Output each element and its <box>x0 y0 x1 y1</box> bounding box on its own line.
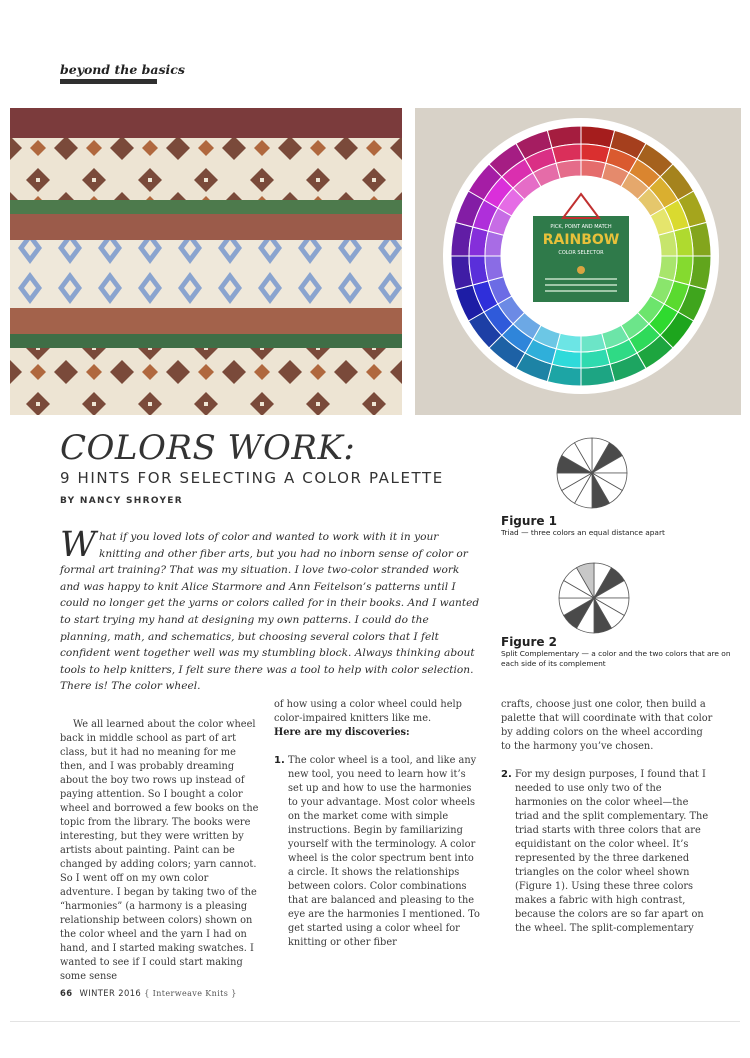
figure-1-caption: Triad — three colors an equal distance apart <box>501 528 665 537</box>
numbered-item-1 <box>274 754 481 950</box>
color-swatch <box>658 231 677 256</box>
byline: BY NANCY SHROYER <box>60 496 183 506</box>
numbered-item-2 <box>501 768 713 936</box>
figure-2-diagram <box>557 561 631 639</box>
figure-2-caption: Split Complementary — a color and the two colors that are on each side of its complement <box>501 649 731 668</box>
drop-cap: W <box>60 525 96 565</box>
body-column-3 <box>501 698 713 936</box>
color-wheel-photo <box>415 108 741 415</box>
page-number: 66 <box>60 988 73 998</box>
knitting-photo <box>10 108 402 415</box>
discoveries-lead: Here are my discoveries: <box>274 727 410 738</box>
wheel-label-top: PICK, POINT AND MATCH <box>550 224 612 230</box>
section-rule <box>60 79 157 84</box>
body-column-1 <box>60 718 263 984</box>
intro-text: hat if you loved lots of color and wanted to work with it in your knitting and other fiber arts, but you had no inborn sense of color or formal art training? That was my situation. I love two-color stranded work and was happy to knit Alice Starmore and Ann Feitelson’s patterns until I could no longer get the yarns or colors called for in their books. And I wanted to start trying my hand at designing my own patterns. I could do the planning, math, and schematics, but choosing several colors that I felt confident went together well was my stumbling block. Always thinking about tools to help knitters, I felt sure there was a tool to help with color selection. There is! The color wheel. <box>60 531 480 693</box>
body-column-2 <box>274 698 481 950</box>
article-subtitle: 9 HINTS FOR SELECTING A COLOR PALETTE <box>60 469 444 487</box>
item-number: 2. <box>501 769 512 780</box>
section-tag: beyond the basics <box>60 62 185 77</box>
intro-paragraph <box>60 525 480 695</box>
body-paragraph: We all learned about the color wheel back in middle school as part of art class, but it had no meaning for me then, and I was probably dreaming about the boy two rows up instead of paying attention. So I bought a color wheel and borrowed a few books on the topic from the library. The books were interesting, but they were written by artists about painting. Paint can be changed by adding colors; yarn cannot. So I went off on my own color adventure. I began by taking two of the “harmonies” (a harmony is a pleasing relationship between colors) shown on the color wheel and the yarn I had on hand, and I started making swatches. I wanted to see if I could start making some sense <box>60 719 259 982</box>
article-title: COLORS WORK: <box>60 428 356 468</box>
magazine-name: { Interweave Knits } <box>144 989 237 998</box>
body-paragraph: of how using a color wheel could help color-impaired knitters like me. <box>274 699 462 724</box>
color-wheel-graphic <box>415 108 741 415</box>
bottom-rule <box>10 1021 740 1022</box>
color-swatch <box>485 256 504 281</box>
page-footer <box>60 988 237 998</box>
figure-1-caption-block <box>501 514 721 538</box>
figure-1-wheel <box>555 436 629 510</box>
figure-2-caption-block <box>501 635 741 668</box>
wheel-label-sub: COLOR SELECTOR <box>558 250 604 256</box>
item-text: The color wheel is a tool, and like any new tool, you need to learn how it’s set up and how to use the harmonies to your advantage. Most color wheels on the market come with simple instructions. Begin by familiarizing yourself with the terminology. A color wheel is the color spectrum bent into a circle. It shows the relationships between colors. Color combinations that are balanced and pleasing to the eye are the harmonies I mentioned. To get started using a color wheel for knitting or other fiber <box>288 755 480 948</box>
item-text: For my design purposes, I found that I needed to use only two of the harmonies on the color wheel—the triad and the split complementary. The triad starts with three colors that are equidistant on the color wheel. It’s represented by the three darkened triangles on the color wheel shown (Figure 1). Using these three colors makes a fabric with high contrast, because the colors are so far apart on the wheel. The split-complementary <box>515 769 709 934</box>
figure-2-wheel <box>557 561 631 635</box>
body-paragraph: crafts, choose just one color, then build a palette that will coordinate with that color by adding colors on the wheel according to the harmony you’ve chosen. <box>501 699 713 752</box>
figure-1-diagram <box>555 436 629 514</box>
issue-label: WINTER 2016 <box>79 988 142 998</box>
color-swatch <box>556 160 581 179</box>
color-swatch <box>581 333 606 352</box>
knitting-pattern-graphic <box>10 108 402 415</box>
figure-1-title: Figure 1 <box>501 514 558 528</box>
wheel-label-brand: RAINBOW <box>542 232 620 248</box>
figure-2-title: Figure 2 <box>501 635 558 649</box>
item-number: 1. <box>274 755 285 766</box>
